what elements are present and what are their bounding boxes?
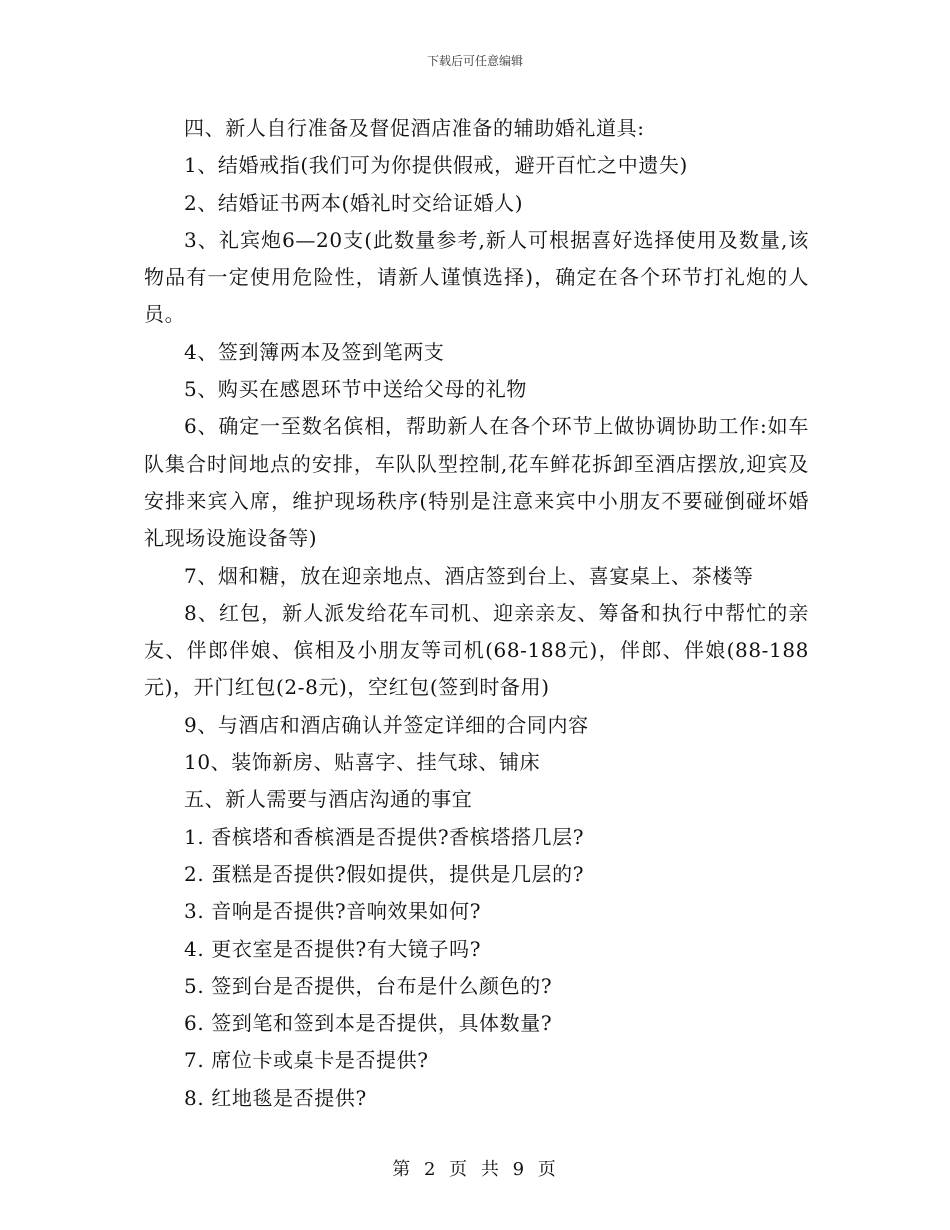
section-heading-5: 五、新人需要与酒店沟通的事宜 [184,787,473,812]
list-item: 8. 红地毯是否提供? [184,1085,367,1110]
list-item: 2、结婚证书两本(婚礼时交给证婚人) [184,190,524,215]
page-number: 第 2 页 共 9 页 [392,1159,558,1180]
list-item: 7、烟和糖，放在迎亲地点、酒店签到台上、喜宴桌上、茶楼等 [184,563,754,588]
list-item: 2. 蛋糕是否提供?假如提供，提供是几层的? [184,861,585,886]
list-item: 5. 签到台是否提供，台布是什么颜色的? [184,973,553,998]
list-item: 4、签到簿两本及签到笔两支 [184,339,445,364]
section-heading-4: 四、新人自行准备及督促酒店准备的辅助婚礼道具: [184,116,645,140]
list-item: 7. 席位卡或桌卡是否提供? [184,1048,429,1073]
list-item: 9、与酒店和酒店确认并签定详细的合同内容 [184,712,589,737]
list-item: 6. 签到笔和签到本是否提供，具体数量? [184,1011,553,1036]
list-item: 1、结婚戒指(我们可为你提供假戒，避开百忙之中遗失) [184,153,688,178]
page-header: 下载后可任意编辑 [426,54,523,68]
list-item: 6、确定一至数名傧相，帮助新人在各个环节上做协调协助工作:如车队集合时间地点的安排，车队队型控制,花车鲜花拆卸至酒店摆放,迎宾及安排来宾入席，维护现场秩序(特别是注意来宾中小朋友不要碰倒碰坏婚礼现场设施设备等) [144,414,809,551]
list-item: 3、礼宾炮6—20支(此数量参考,新人可根据喜好选择使用及数量,该物品有一定使用危险性，请新人谨慎选择)，确定在各个环节打礼炮的人员。 [144,227,809,327]
list-item: 10、装饰新房、贴喜字、挂气球、铺床 [184,750,541,775]
list-item: 4. 更衣室是否提供?有大镜子吗? [184,936,482,961]
list-item: 5、购买在感恩环节中送给父母的礼物 [184,377,527,402]
document-body [144,110,809,1117]
list-item: 3. 音响是否提供?音响效果如何? [184,899,482,924]
list-item: 8、红包，新人派发给花车司机、迎亲亲友、筹备和执行中帮忙的亲友、伴郎伴娘、傧相及小朋友等司机(68-188元)，伴郎、伴娘(88-188元)，开门红包(2-8元)，空红包(签到时备用) [144,600,809,700]
list-item: 1. 香槟塔和香槟酒是否提供?香槟塔搭几层? [184,824,585,849]
